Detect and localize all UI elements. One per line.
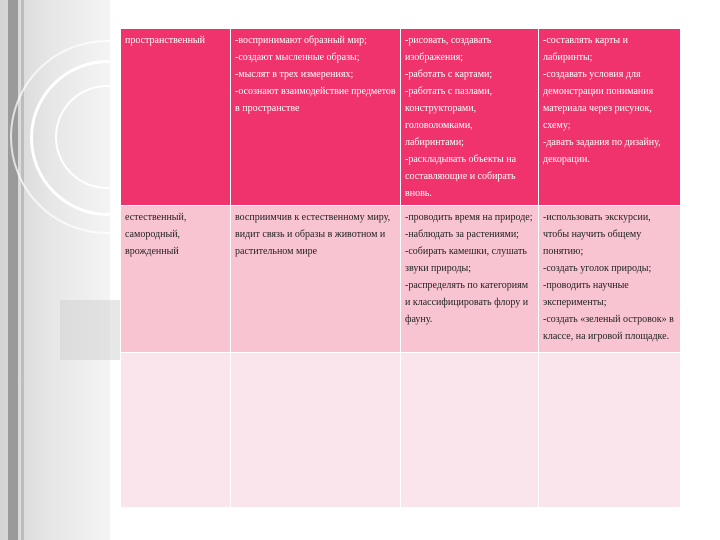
cell-line: -раскладывать объекты на составляющие и собирать вновь. xyxy=(405,154,517,199)
teacher-cell xyxy=(539,29,681,206)
slide-decoration xyxy=(0,0,120,540)
decorative-square xyxy=(60,300,120,360)
activities-cell xyxy=(401,353,539,508)
cell-line: -мыслят в трех измерениях; xyxy=(235,69,354,80)
cell-line: -наблюдать за растениями; xyxy=(405,229,519,240)
type-cell xyxy=(121,353,231,508)
cell-line: -проводить научные эксперименты; xyxy=(543,280,629,308)
cell-line: -давать задания по дизайну, декорации. xyxy=(543,137,661,165)
teacher-cell xyxy=(539,206,681,353)
cell-line: -создать «зеленый островок» в классе, на игровой площадке. xyxy=(543,314,674,342)
description-cell: восприимчив к естественному миру, видит связь и образы в животном и растительном мире xyxy=(231,206,401,353)
cell-line: -воспринимают образный мир; xyxy=(235,35,367,46)
cell-line: -рисовать, создавать изображения; xyxy=(405,35,492,63)
cell-line: -создать уголок природы; xyxy=(543,263,652,274)
cell-line: -собирать камешки, слушать звуки природы; xyxy=(405,246,527,274)
type-cell: естественный, самородный, врожденный xyxy=(121,206,231,353)
description-cell xyxy=(231,353,401,508)
decorative-stripe xyxy=(8,0,18,540)
table-row xyxy=(121,29,681,206)
activities-cell xyxy=(401,29,539,206)
description-cell xyxy=(231,29,401,206)
cell-line: -проводить время на природе; xyxy=(405,212,533,223)
table-row xyxy=(121,353,681,508)
cell-line: -осознают взаимодействие предметов в пространстве xyxy=(235,86,396,114)
cell-line: -создают мысленные образы; xyxy=(235,52,360,63)
cell-line: -создавать условия для демонстрации понимания материала через рисунок, схему; xyxy=(543,69,654,131)
decorative-stripe-thin xyxy=(21,0,24,540)
type-cell: пространственный xyxy=(121,29,231,206)
cell-line: -распределять по категориям и классифицировать флору и фауну. xyxy=(405,280,529,325)
teacher-cell xyxy=(539,353,681,508)
activities-cell xyxy=(401,206,539,353)
cell-line: -использовать экскурсии, чтобы научить общему понятию; xyxy=(543,212,651,257)
cell-line: -составлять карты и лабиринты; xyxy=(543,35,628,63)
cell-line: -работать с пазлами, конструкторами, головоломками, лабиринтами; xyxy=(405,86,493,148)
intelligence-table xyxy=(120,28,681,508)
table-row xyxy=(121,206,681,353)
cell-line: -работать с картами; xyxy=(405,69,493,80)
